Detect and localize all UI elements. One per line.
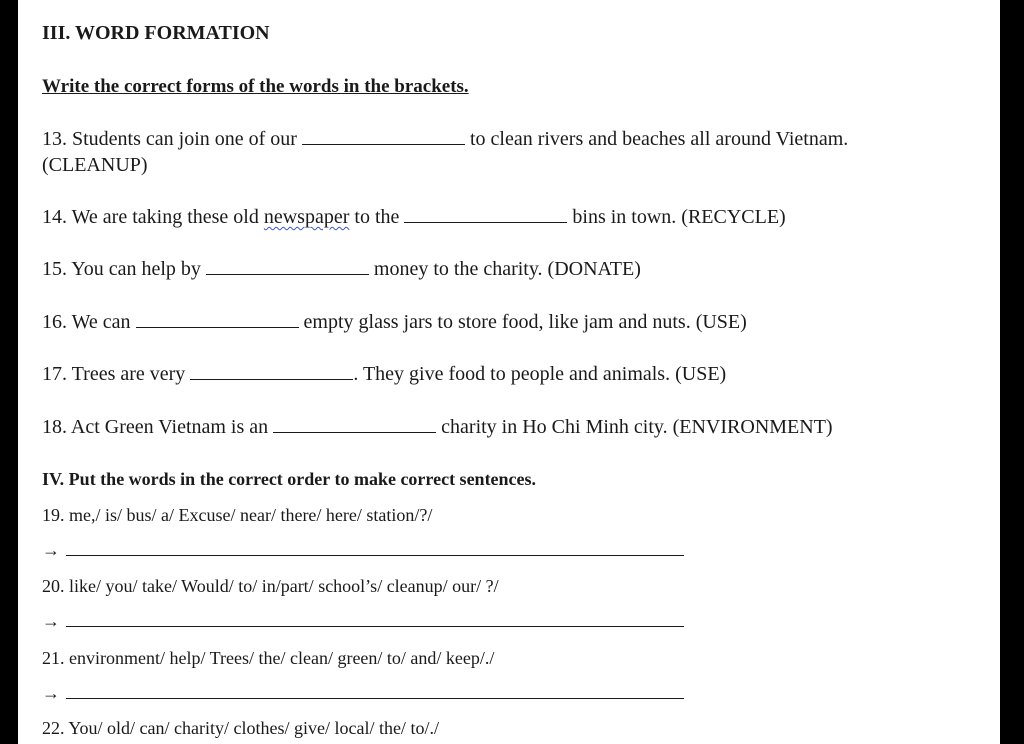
question-21: 21. environment/ help/ Trees/ the/ clean/ green/ to/ and/ keep/./: [42, 648, 495, 668]
q17-before: 17. Trees are very: [42, 363, 186, 385]
question-22: 22. You/ old/ can/ charity/ clothes/ give/ local/ the/ to/./: [42, 718, 439, 738]
q16-after: empty glass jars to store food, like jam and nuts. (USE): [303, 311, 747, 333]
q18-after: charity in Ho Chi Minh city. (ENVIRONMENT): [441, 416, 833, 438]
answer-blank[interactable]: [136, 313, 299, 328]
q16-before: 16. We can: [42, 311, 131, 333]
q14-middle: to the: [354, 206, 400, 228]
right-border: [1000, 0, 1024, 744]
q14-after: bins in town. (RECYCLE): [572, 206, 786, 228]
answer-blank[interactable]: [273, 418, 436, 433]
question-13: [42, 128, 848, 151]
section-3-heading: III. WORD FORMATION: [42, 22, 270, 44]
answer-blank[interactable]: [404, 208, 567, 223]
answer-blank[interactable]: [206, 260, 369, 275]
section-4-heading: IV. Put the words in the correct order to make correct sentences.: [42, 469, 537, 489]
section-3-instruction: Write the correct forms of the words in the brackets.: [42, 76, 469, 97]
answer-blank[interactable]: [66, 684, 684, 699]
question-18: [42, 416, 833, 439]
arrow-icon: →: [42, 611, 60, 631]
answer-blank[interactable]: [66, 612, 684, 627]
spellcheck-flagged-word: newspaper: [263, 206, 350, 228]
q13-hint: (CLEANUP): [42, 154, 148, 176]
q17-after: . They give food to people and animals. (USE): [353, 363, 727, 385]
left-border: [0, 0, 18, 744]
answer-line-21: [42, 683, 684, 704]
answer-blank[interactable]: [302, 130, 465, 145]
answer-line-19: [42, 540, 684, 561]
q15-before: 15. You can help by: [42, 258, 201, 280]
question-19: 19. me,/ is/ bus/ a/ Excuse/ near/ there/ here/ station/?/: [42, 505, 433, 525]
answer-blank[interactable]: [190, 365, 353, 380]
question-15: [42, 258, 641, 281]
q13-before: 13. Students can join one of our: [42, 128, 297, 150]
arrow-icon: →: [42, 683, 60, 703]
arrow-icon: →: [42, 540, 60, 560]
q18-before: 18. Act Green Vietnam is an: [42, 416, 269, 438]
answer-line-20: [42, 611, 684, 632]
answer-blank[interactable]: [66, 541, 684, 556]
question-16: [42, 311, 747, 334]
question-17: [42, 363, 726, 386]
question-14: [42, 206, 786, 229]
q13-after: to clean rivers and beaches all around Vietnam.: [469, 128, 849, 150]
q15-after: money to the charity. (DONATE): [373, 258, 641, 280]
q14-before: 14. We are taking these old: [42, 206, 259, 228]
worksheet-page: [18, 0, 1000, 744]
question-20: 20. like/ you/ take/ Would/ to/ in/part/ school’s/ cleanup/ our/ ?/: [42, 576, 499, 596]
